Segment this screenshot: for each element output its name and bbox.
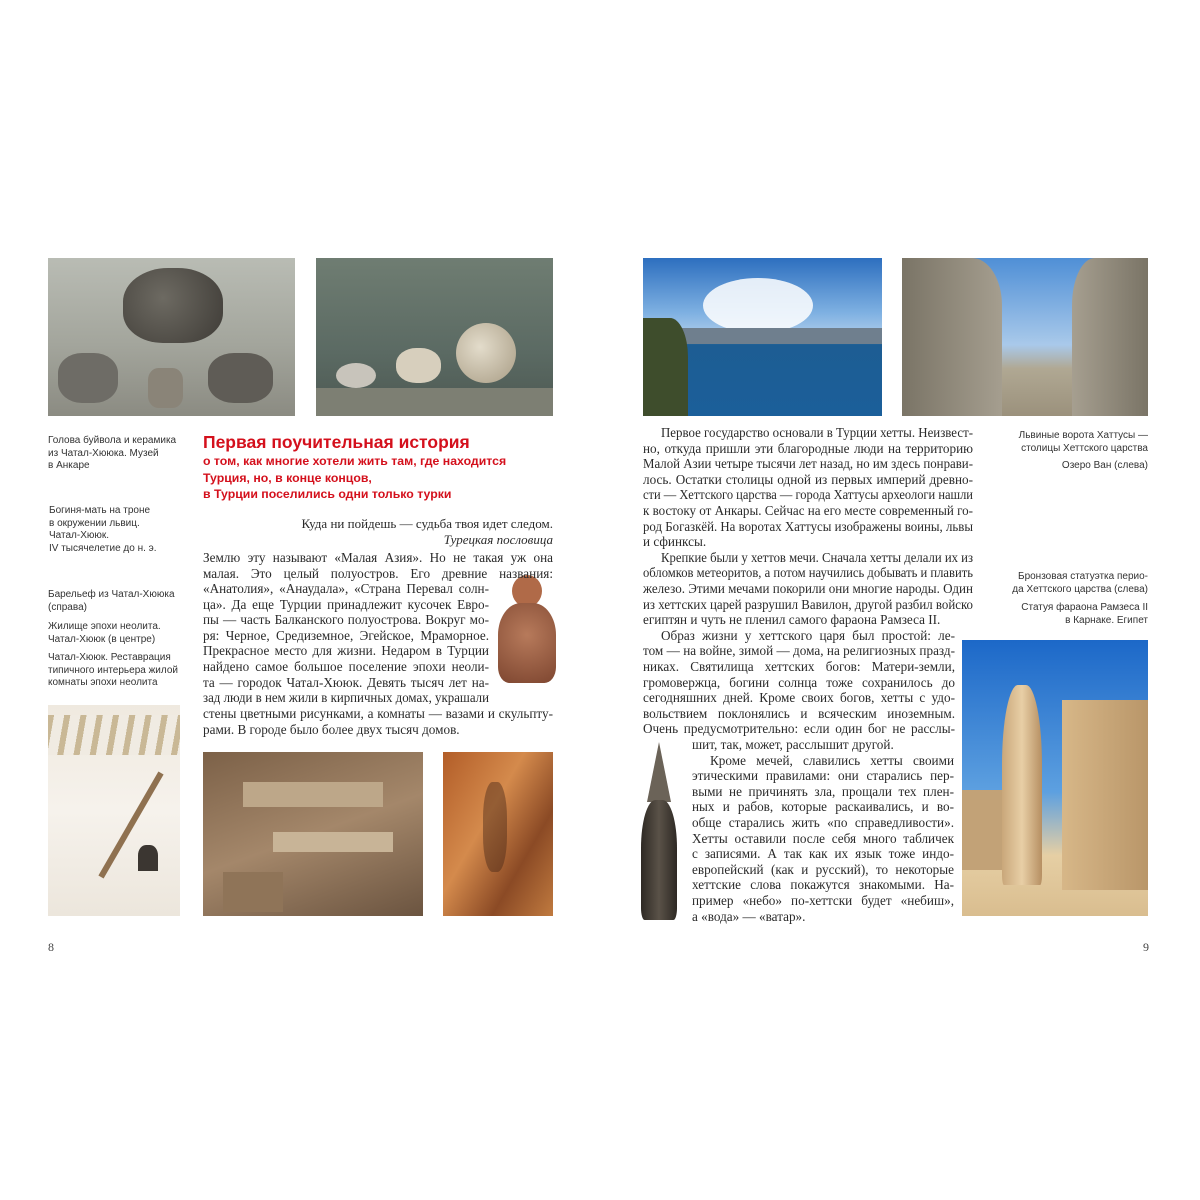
text-line-row bbox=[203, 643, 489, 659]
epigraph-source: Турецкая пословица bbox=[443, 531, 553, 547]
text-line-row bbox=[643, 456, 973, 472]
text-line-row bbox=[203, 550, 553, 566]
text-line-row bbox=[203, 597, 489, 613]
caption-interior: Чатал-Хююк. Реставрация типичного интерьера жилой комнаты эпохи неолита bbox=[48, 652, 178, 689]
caption-bronze-statuette: Бронзовая статуэтка перио- да Хеттского царства (слева) bbox=[1012, 571, 1148, 595]
text-line: никах. Святилища хеттских богов: Матери-земли, bbox=[643, 658, 955, 674]
page-number-left: 8 bbox=[48, 940, 54, 954]
text-line: железо. Этими мечами покорили они многие народы. Один bbox=[643, 580, 974, 596]
body-text-right-narrow bbox=[643, 628, 955, 737]
body-text-block bbox=[203, 706, 553, 737]
epigraph-text: Куда ни пойдешь — судьба твоя идет следом. bbox=[301, 516, 553, 531]
text-line-row bbox=[643, 706, 955, 722]
body-text-right bbox=[643, 425, 973, 628]
text-line-row bbox=[692, 737, 954, 753]
text-line: лось. Остатки столицы одной из первых империй древно- bbox=[643, 471, 973, 487]
text-line: ря: Черное, Средиземное, Эгейское, Мраморное. bbox=[203, 627, 489, 643]
text-line-row bbox=[643, 675, 955, 691]
text-line-row bbox=[643, 550, 973, 566]
text-line: ца». Да еще Турции принадлежит кусочек Евро- bbox=[203, 596, 489, 612]
caption-dwelling: Жилище эпохи неолита. Чатал-Хююк (в центре) bbox=[48, 621, 161, 645]
text-line: Кроме мечей, славились хетты своими bbox=[710, 752, 954, 768]
caption-lion-gate: Львиные ворота Хаттусы — столицы Хеттского царства bbox=[1018, 430, 1148, 454]
subtitle-line: о том, как многие хотели жить там, где находится bbox=[203, 454, 507, 468]
photo-mother-goddess-figurine bbox=[494, 575, 560, 685]
text-line: этическими правилами: они старались пер- bbox=[692, 768, 954, 784]
text-line: обще старались жить «по справедливости». bbox=[692, 814, 954, 830]
text-line: рами. В городе было более двух тысяч домов. bbox=[203, 721, 460, 737]
caption-buffalo: Голова буйвола и керамика из Чатал-Хююка. Музей в Анкаре bbox=[48, 435, 177, 472]
text-line: сегодняшних дней. Кроме своих богов, хетты с удо- bbox=[643, 690, 955, 706]
text-line-row bbox=[203, 659, 489, 675]
text-line-row bbox=[692, 784, 954, 800]
text-line: Малой Азии четыре тысячи лет назад, но им здесь понрави- bbox=[643, 456, 973, 472]
text-line: та — городок Чатал-Хююк. Девять тысяч лет на- bbox=[203, 674, 489, 690]
text-line: египтян и чуть не пленил самого фараона Рамзеса II. bbox=[643, 612, 941, 628]
text-line-row bbox=[643, 581, 973, 597]
text-line-row bbox=[643, 690, 955, 706]
text-line: «Анатолия», «Анаудала», «Страна Перевал солн- bbox=[203, 581, 489, 596]
text-line-row bbox=[643, 534, 973, 550]
caption-lake-van: Озеро Ван (слева) bbox=[1061, 460, 1148, 471]
text-line-row bbox=[643, 628, 955, 644]
text-line-row bbox=[203, 690, 489, 706]
text-line: вольствием поклонялись и всяческим иноземным. bbox=[643, 705, 955, 721]
text-line-row bbox=[692, 753, 954, 769]
text-line: и сфинксы. bbox=[643, 534, 707, 550]
text-line-row bbox=[203, 612, 489, 628]
text-line-row bbox=[643, 472, 973, 488]
text-line-row bbox=[643, 441, 973, 457]
body-text-block bbox=[203, 550, 553, 581]
photo-ramses-statue-karnak bbox=[962, 640, 1148, 916]
caption-goddess: Богиня-мать на троне в окружении львиц. Чатал-Хююк. IV тысячелетие до н. э. bbox=[49, 505, 157, 554]
text-line: ных и рабов, которые раскаивались, и во- bbox=[692, 799, 954, 815]
text-line-row bbox=[692, 846, 954, 862]
photo-ceramics-display bbox=[316, 258, 553, 416]
photo-neolithic-dwelling bbox=[203, 752, 423, 916]
text-line: европейский (как и русский), то некоторые bbox=[692, 861, 954, 877]
page-number-right: 9 bbox=[1143, 940, 1149, 954]
subtitle-line: Турция, но, в конце концов, bbox=[203, 470, 372, 485]
text-line: но, откуда пришли эти благородные люди на территорию bbox=[643, 440, 973, 456]
photo-neolithic-interior bbox=[48, 705, 180, 916]
photo-bronze-statuette bbox=[633, 742, 685, 920]
text-line: с записями. А так как их язык тоже индо- bbox=[692, 846, 954, 862]
text-line-row bbox=[692, 799, 954, 815]
text-line-row bbox=[203, 566, 553, 582]
text-line-row bbox=[643, 503, 973, 519]
text-line: Хетты оставили после себя много табличек bbox=[692, 830, 954, 846]
text-line: Первое государство основали в Турции хетты. Неизвест- bbox=[661, 425, 974, 440]
text-line: том — на войне, зимой — дома, на религиозных празд- bbox=[643, 643, 955, 659]
text-line: а «вода» — «ватар». bbox=[692, 908, 806, 924]
text-line: пы — часть Балканского полуострова. Вокруг мо- bbox=[203, 612, 489, 628]
photo-buffalo-heads bbox=[48, 258, 295, 416]
text-line-row bbox=[643, 597, 973, 613]
text-line-row bbox=[643, 425, 973, 441]
text-line-row bbox=[203, 722, 553, 738]
text-line-row bbox=[203, 581, 489, 597]
text-line-row bbox=[643, 643, 955, 659]
text-line-row bbox=[643, 519, 973, 535]
text-line-row bbox=[692, 815, 954, 831]
subtitle-line: в Турции поселились одни только турки bbox=[203, 487, 452, 501]
text-line: выми не причинять зла, прощали тех плен- bbox=[692, 783, 954, 799]
text-line-row bbox=[643, 659, 955, 675]
photo-lake-van bbox=[643, 258, 882, 416]
text-line: род Богазкёй. На воротах Хаттусы изображены воины, львы bbox=[643, 518, 973, 534]
photo-lion-gate-hattusa bbox=[902, 258, 1148, 416]
epigraph bbox=[301, 516, 553, 547]
text-line-row bbox=[643, 721, 955, 737]
text-line: обломков метеоритов, а потом научились добывать и плавить bbox=[643, 565, 973, 581]
text-line: пример «небо» по-хеттски будет «небиш», bbox=[692, 892, 954, 908]
chapter-title bbox=[203, 431, 506, 503]
text-line: громовержца, богини солнца тоже сохранилось до bbox=[643, 674, 955, 690]
text-line: Прекрасное место для жизни. Недаром в Турции bbox=[203, 643, 489, 659]
text-line: шит, так, может, расслышит другой. bbox=[692, 737, 894, 752]
text-line: из хеттских царей разрушил Вавилон, другой разбил войско bbox=[643, 596, 974, 612]
body-text-block bbox=[203, 581, 489, 706]
text-line: найдено самое большое поселение эпохи неоли- bbox=[203, 658, 489, 674]
text-line-row bbox=[203, 675, 489, 691]
text-line: к востоку от Анкары. Сейчас на его месте современный го- bbox=[643, 502, 973, 518]
title-heading: Первая поучительная история bbox=[203, 432, 470, 452]
text-line: малая. Это целый полуостров. Его древние названия: bbox=[203, 565, 553, 581]
text-line-row bbox=[692, 831, 954, 847]
text-line: стены цветными рисунками, а комнаты — вазами и скульпту- bbox=[203, 706, 553, 721]
caption-relief: Барельеф из Чатал-Хююка (справа) bbox=[48, 589, 175, 613]
text-line: сти — Хеттского царства — города Хаттусы археологи нашли bbox=[643, 487, 973, 503]
text-line-row bbox=[692, 909, 954, 925]
text-line-row bbox=[692, 877, 954, 893]
text-line-row bbox=[643, 487, 973, 503]
text-line: Крепкие были у хеттов мечи. Сначала хетты делали их из bbox=[661, 549, 973, 565]
text-line: зад люди в нем жили в кирпичных домах, украшали bbox=[203, 690, 489, 706]
text-line-row bbox=[692, 768, 954, 784]
text-line-row bbox=[643, 565, 973, 581]
text-line: Землю эту называют «Малая Азия». Но не такая уж она bbox=[203, 550, 553, 565]
text-line: Образ жизни у хеттского царя был простой: ле- bbox=[661, 627, 955, 643]
caption-ramses: Статуя фараона Рамзеса II в Карнаке. Египет bbox=[1021, 602, 1148, 626]
text-line: Очень предусмотрительно: если один бог не расслы- bbox=[643, 721, 955, 737]
text-line-row bbox=[643, 612, 973, 628]
text-line-row bbox=[203, 706, 553, 722]
body-text-right-indented bbox=[692, 737, 954, 924]
photo-bas-relief bbox=[443, 752, 553, 916]
text-line-row bbox=[692, 862, 954, 878]
text-line: хеттские слова покажутся знакомыми. На- bbox=[692, 877, 954, 893]
text-line-row bbox=[203, 628, 489, 644]
text-line-row bbox=[692, 893, 954, 909]
